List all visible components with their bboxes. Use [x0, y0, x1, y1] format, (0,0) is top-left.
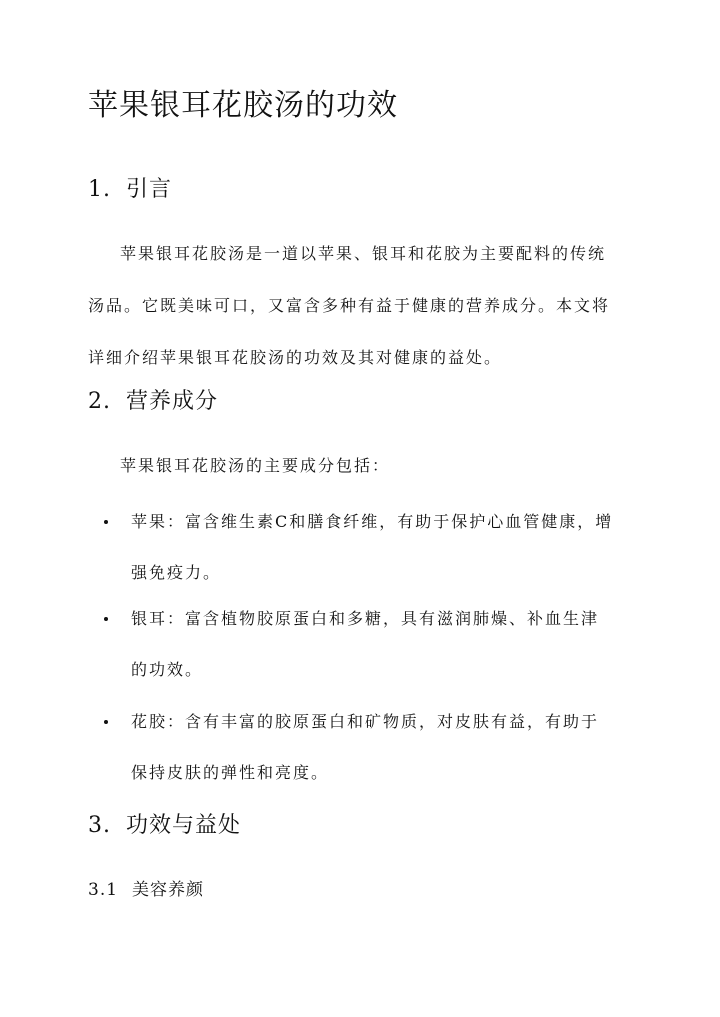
section-number: 3.	[88, 813, 111, 838]
subsection-heading-beauty	[88, 878, 204, 902]
bullet-line: 银耳：富含植物胶原蛋白和多糖，具有滋润肺燥、补血生津	[131, 609, 600, 628]
bullet-line: 的功效。	[131, 660, 204, 679]
subsection-number: 3.1	[88, 880, 119, 900]
section-number: 1.	[88, 177, 111, 202]
subsection-title: 美容养颜	[132, 880, 204, 900]
paragraph-line: 汤品。它既美味可口，又富含多种有益于健康的营养成分。本文将	[88, 296, 611, 315]
page-title: 苹果银耳花胶汤的功效	[88, 88, 398, 123]
nutrition-lead-text: 苹果银耳花胶汤的主要成分包括：	[120, 456, 391, 475]
section-title: 引言	[126, 177, 173, 202]
bullet-line: 保持皮肤的弹性和亮度。	[131, 763, 330, 782]
section-heading-introduction	[88, 174, 172, 206]
section-heading-nutrition	[88, 386, 218, 418]
section-title: 营养成分	[126, 389, 219, 414]
paragraph-line: 苹果银耳花胶汤是一道以苹果、银耳和花胶为主要配料的传统	[120, 244, 607, 263]
bullet-dot	[104, 720, 108, 724]
bullet-line: 花胶：含有丰富的胶原蛋白和矿物质，对皮肤有益，有助于	[131, 712, 600, 731]
section-title: 功效与益处	[126, 813, 242, 838]
bullet-text	[131, 508, 613, 587]
bullet-text	[131, 605, 599, 684]
introduction-paragraph	[88, 240, 628, 372]
bullet-line: 苹果：富含维生素C和膳食纤维，有助于保护心血管健康，增	[131, 512, 614, 531]
bullet-text	[131, 708, 599, 787]
bullet-dot	[104, 617, 108, 621]
section-heading-benefits	[88, 810, 241, 842]
bullet-line: 强免疫力。	[131, 563, 222, 582]
section-number: 2.	[88, 389, 111, 414]
paragraph-line: 详细介绍苹果银耳花胶汤的功效及其对健康的益处。	[88, 348, 503, 367]
bullet-dot	[104, 520, 108, 524]
